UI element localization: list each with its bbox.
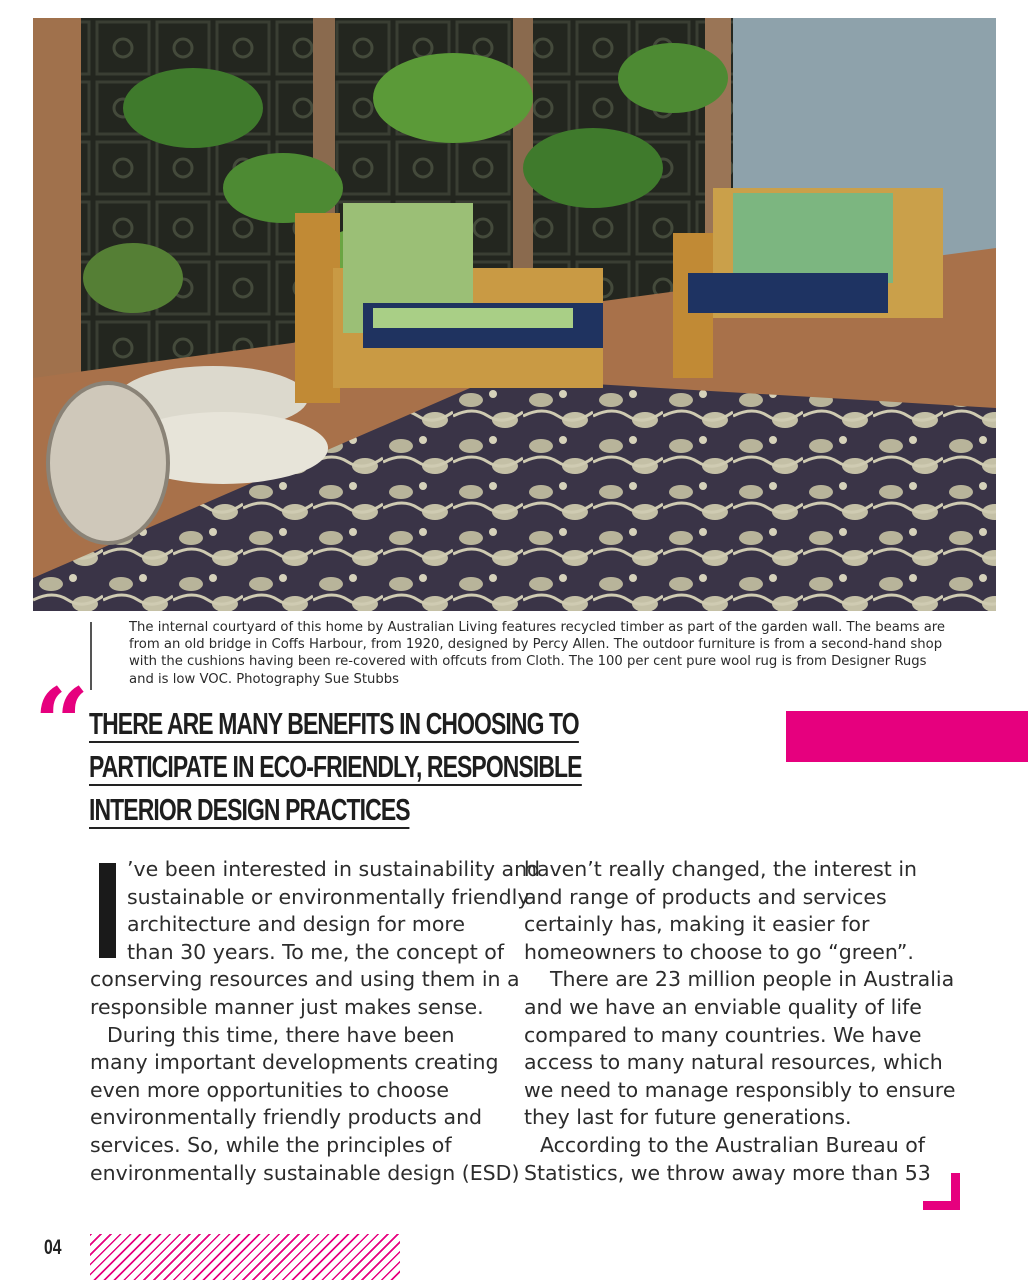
body-line: There are 23 million people in Australia	[550, 967, 955, 992]
body-line: certainly has, making it easier for	[524, 912, 870, 937]
body-line: services. So, while the principles of	[90, 1132, 452, 1157]
pull-quote	[89, 702, 582, 831]
body-line: According to the Australian Bureau of	[540, 1132, 925, 1157]
body-line: environmentally friendly products and	[90, 1105, 483, 1130]
body-line: many important developments creating	[90, 1050, 499, 1075]
body-line: homeowners to choose to go “green”.	[524, 939, 914, 964]
continue-corner-icon	[923, 1173, 960, 1210]
body-line: During this time, there have been	[107, 1022, 455, 1047]
body-line: and we have an enviable quality of life	[524, 994, 922, 1019]
body-line: access to many natural resources, which	[524, 1050, 943, 1075]
hatch-decoration	[90, 1234, 400, 1280]
photo-illustration	[33, 18, 996, 611]
photo-caption: The internal courtyard of this home by Australian Living features recycled timber as part of the garden wall. The beams are from an old bridge in Coffs Harbour, from 1920, designed by Percy Allen. The outdoor furniture is from a second-hand shop with the cushions having been re-covered with offcuts from Cloth. The 100 per cent pure wool rug is from Designer Rugs and is low VOC. Photography Sue Stubbs	[129, 620, 946, 687]
body-line: compared to many countries. We have	[524, 1022, 922, 1047]
drop-cap-i	[99, 863, 116, 958]
body-line: responsible manner just makes sense.	[90, 994, 484, 1019]
body-line: architecture and design for more	[127, 912, 465, 937]
body-line: conserving resources and using them in a	[90, 967, 520, 992]
body-line: haven’t really changed, the interest in	[524, 857, 918, 881]
courtyard-photo	[33, 18, 996, 611]
page-number: 04	[44, 1236, 62, 1259]
pull-quote-line: PARTICIPATE IN ECO-FRIENDLY, RESPONSIBLE	[89, 749, 582, 784]
body-line: we need to manage responsibly to ensure	[524, 1077, 956, 1102]
caption-rule	[90, 622, 92, 690]
body-column-right	[524, 856, 954, 1187]
body-line: Statistics, we throw away more than 53	[524, 1160, 931, 1185]
body-line: environmentally sustainable design (ESD)	[90, 1160, 520, 1185]
body-line: they last for future generations.	[524, 1105, 852, 1130]
accent-bar	[786, 711, 1028, 762]
body-line: even more opportunities to choose	[90, 1077, 450, 1102]
body-line: and range of products and services	[524, 884, 887, 909]
pull-quote-line: THERE ARE MANY BENEFITS IN CHOOSING TO	[89, 706, 579, 741]
body-line: than 30 years. To me, the concept of	[127, 939, 505, 964]
body-line: ’ve been interested in sustainability and	[127, 857, 541, 881]
pull-quote-line: INTERIOR DESIGN PRACTICES	[89, 792, 410, 827]
body-column-left	[90, 856, 541, 1187]
quote-mark-icon: “	[34, 667, 90, 780]
body-line: sustainable or environmentally friendly	[127, 884, 530, 909]
